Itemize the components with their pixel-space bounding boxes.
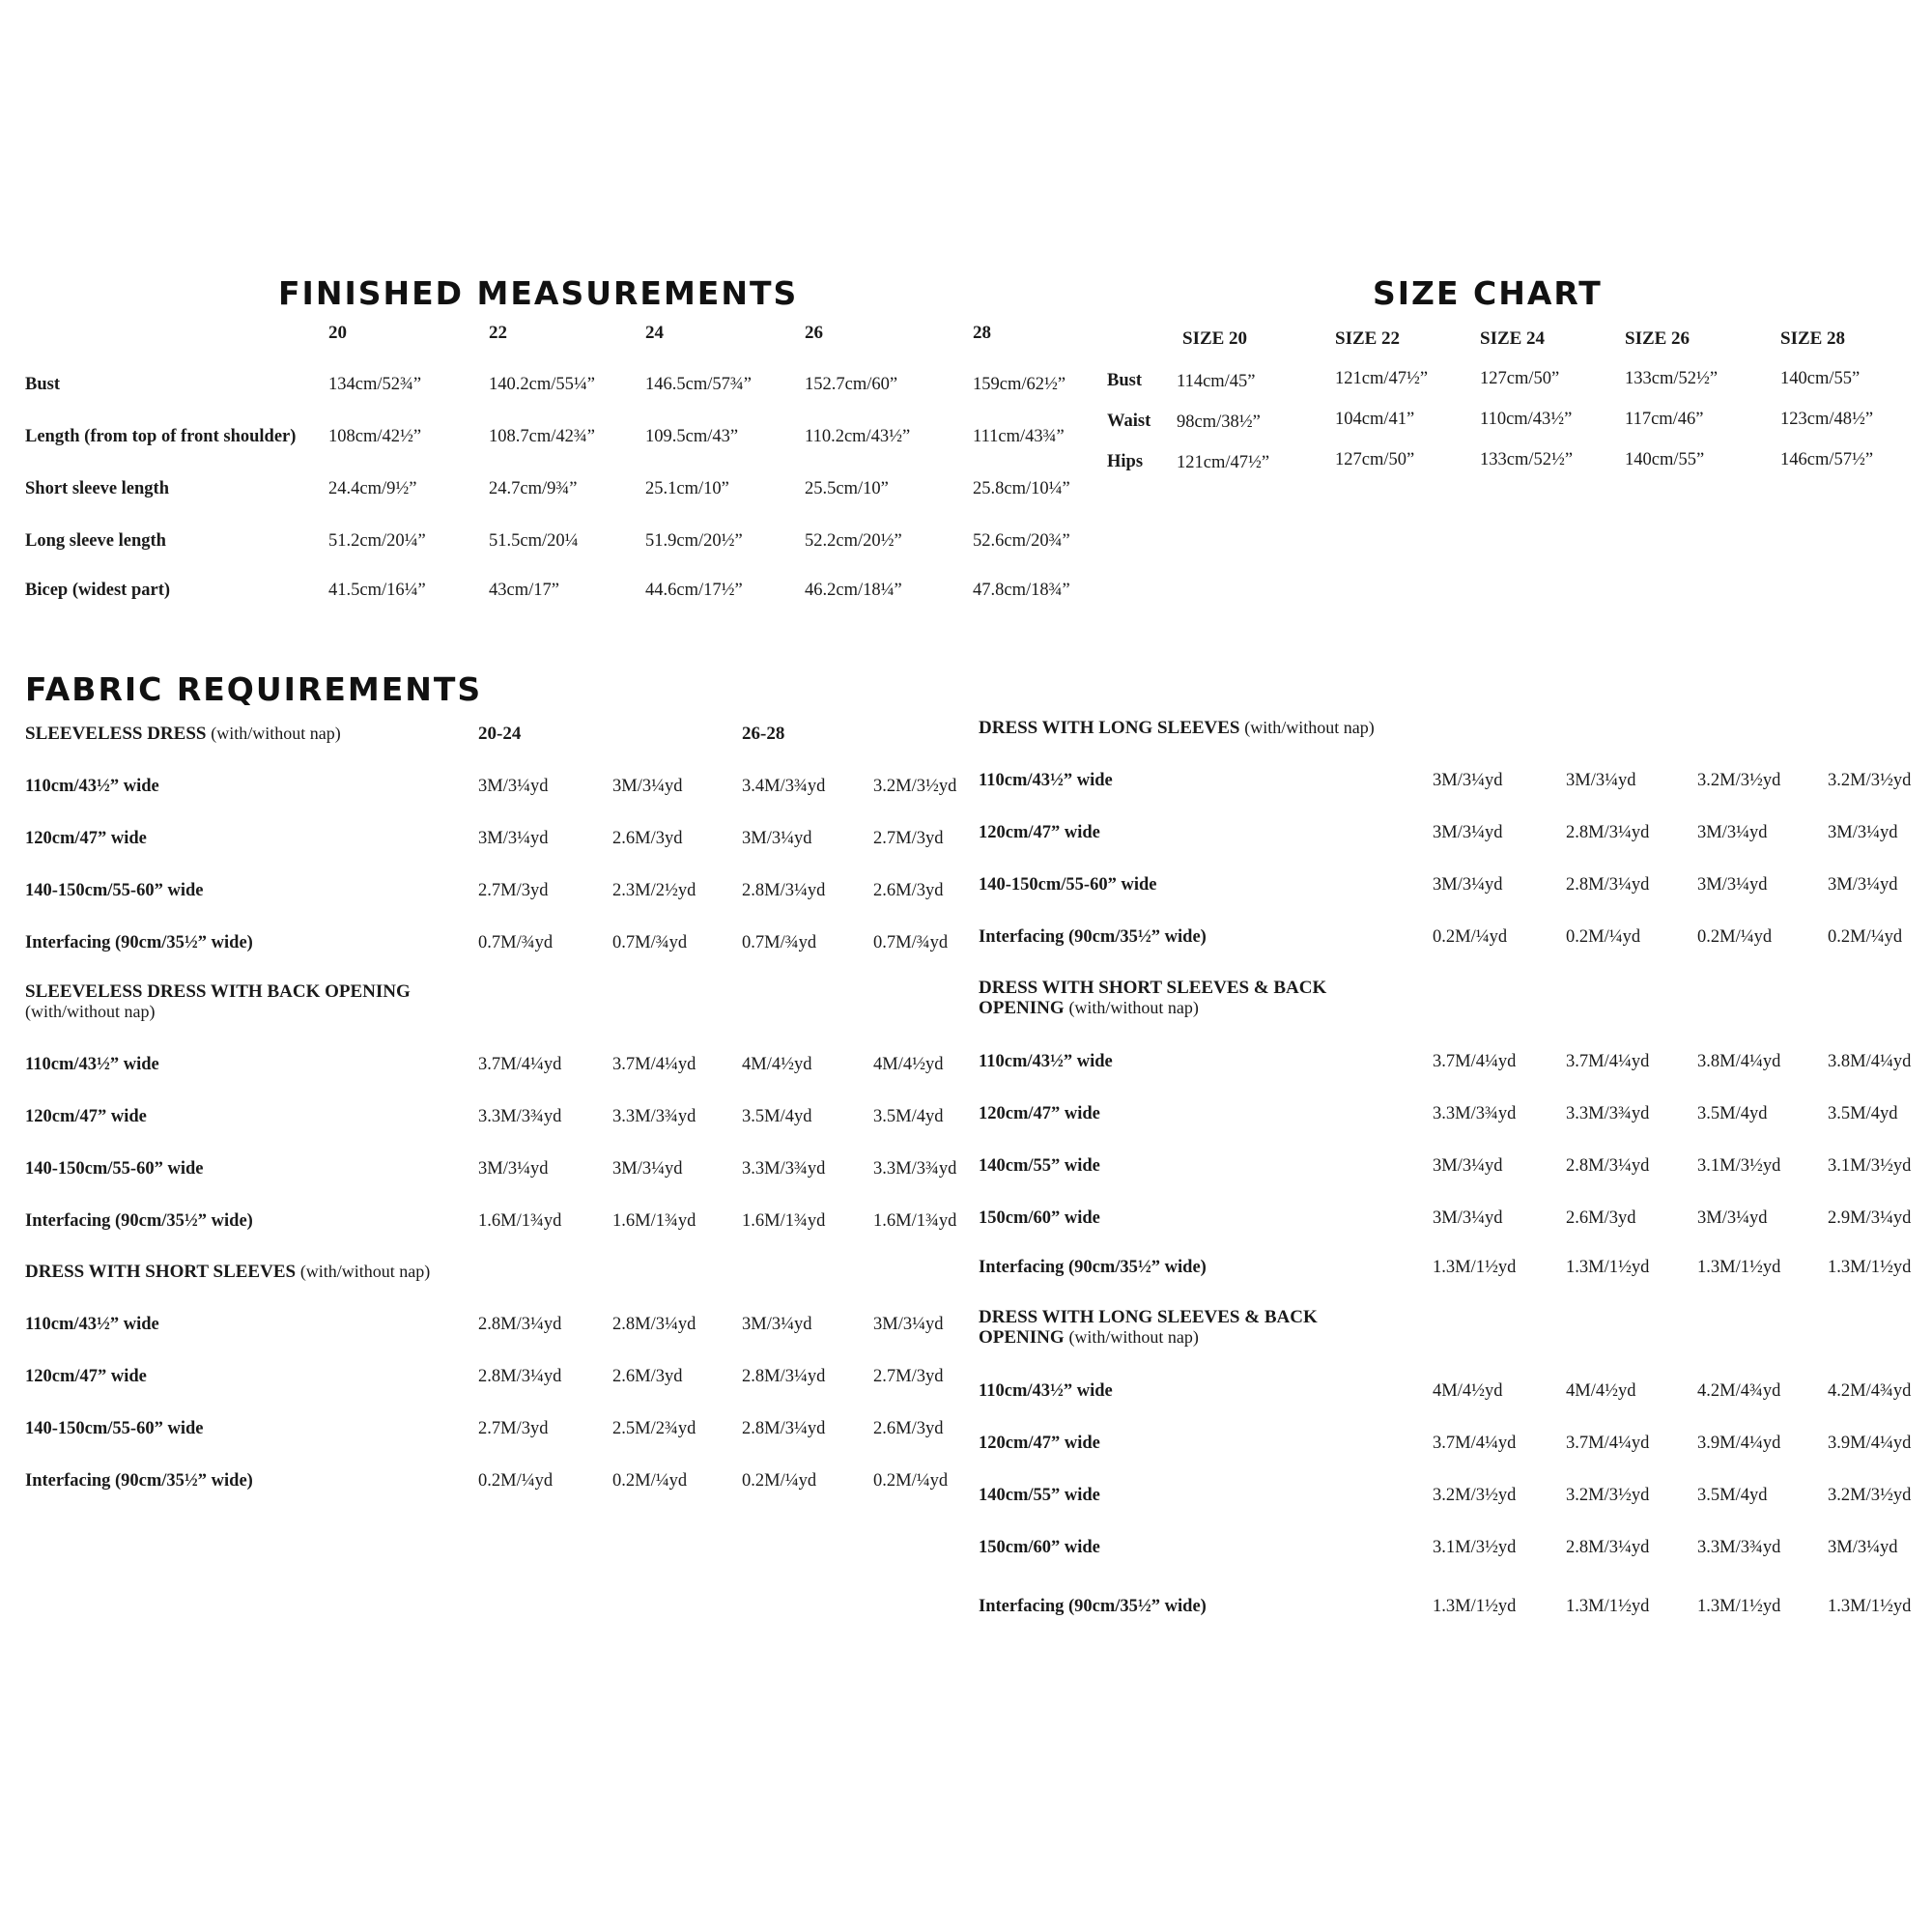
fabric-row-label: 140-150cm/55-60” wide	[25, 881, 204, 900]
section-name: SLEEVELESS DRESS	[25, 724, 207, 744]
fabric-value: 2.8M/3¼yd	[742, 881, 826, 900]
fabric-row-label: Interfacing (90cm/35½” wide)	[25, 933, 253, 952]
fabric-row-label: 120cm/47” wide	[979, 823, 1100, 842]
fabric-row-label: 150cm/60” wide	[979, 1538, 1100, 1557]
fabric-value: 3M/3¼yd	[873, 1315, 944, 1334]
fabric-value: 2.8M/3¼yd	[612, 1315, 696, 1334]
fabric-value: 0.7M/¾yd	[478, 933, 554, 952]
section-name: DRESS WITH SHORT SLEEVES	[25, 1262, 297, 1282]
fabric-value: 0.7M/¾yd	[742, 933, 817, 952]
fabric-value: 3.8M/4¼yd	[1697, 1052, 1781, 1071]
fabric-value: 2.7M/3yd	[478, 1419, 549, 1438]
fabric-value: 2.6M/3yd	[612, 829, 683, 848]
section-name-line2: OPENING	[979, 998, 1065, 1018]
fabric-value: 2.8M/3¼yd	[1566, 1538, 1650, 1557]
section-note: (with/without nap)	[25, 1002, 156, 1021]
fabric-value: 0.7M/¾yd	[873, 933, 949, 952]
sc-size-header: SIZE 26	[1625, 328, 1690, 349]
fm-value: 24.7cm/9¾”	[489, 479, 578, 498]
sc-value: 140cm/55”	[1780, 369, 1861, 388]
sc-value: 127cm/50”	[1335, 450, 1415, 469]
fabric-value: 4M/4½yd	[1566, 1381, 1636, 1401]
fabric-value: 3M/3¼yd	[1828, 823, 1898, 842]
fabric-value: 1.6M/1¾yd	[873, 1211, 957, 1231]
fabric-value: 3.7M/4¼yd	[1566, 1052, 1650, 1071]
fabric-value: 2.5M/2¾yd	[612, 1419, 696, 1438]
fabric-value: 2.8M/3¼yd	[742, 1419, 826, 1438]
fabric-value: 3M/3¼yd	[1828, 875, 1898, 895]
fabric-value: 3.9M/4¼yd	[1828, 1434, 1912, 1453]
section-note: (with/without nap)	[1244, 718, 1375, 737]
fabric-value: 2.9M/3¼yd	[1828, 1208, 1912, 1228]
fabric-row-label: 110cm/43½” wide	[979, 1381, 1113, 1401]
fabric-value: 1.3M/1½yd	[1566, 1258, 1650, 1277]
fabric-value: 3.1M/3½yd	[1828, 1156, 1912, 1176]
fabric-value: 3.9M/4¼yd	[1697, 1434, 1781, 1453]
fabric-value: 2.7M/3yd	[478, 881, 549, 900]
fm-value: 43cm/17”	[489, 581, 559, 600]
fm-value: 110.2cm/43½”	[805, 427, 911, 446]
fabric-section-title	[979, 1307, 1318, 1348]
fabric-row-label: 110cm/43½” wide	[979, 771, 1113, 790]
fm-row-label: Bust	[25, 375, 60, 394]
fabric-value: 3M/3¼yd	[612, 1159, 683, 1179]
fabric-value: 2.6M/3yd	[1566, 1208, 1636, 1228]
fm-value: 51.9cm/20½”	[645, 531, 743, 551]
fm-row-label: Length (from top of front shoulder)	[25, 427, 297, 446]
fabric-value: 3.2M/3½yd	[1566, 1486, 1650, 1505]
fabric-row-label: 120cm/47” wide	[25, 1367, 147, 1386]
fm-value: 108.7cm/42¾”	[489, 427, 595, 446]
fabric-value: 3M/3¼yd	[612, 777, 683, 796]
sc-value: 140cm/55”	[1625, 450, 1705, 469]
fabric-value: 0.2M/¼yd	[742, 1471, 817, 1491]
fabric-value: 3.2M/3½yd	[1697, 771, 1781, 790]
fm-value: 25.8cm/10¼”	[973, 479, 1070, 498]
sc-size-header: SIZE 20	[1182, 328, 1248, 349]
fabric-value: 2.8M/3¼yd	[478, 1315, 562, 1334]
fabric-value: 3M/3¼yd	[1566, 771, 1636, 790]
fabric-value: 3.7M/4¼yd	[1566, 1434, 1650, 1453]
fabric-row-label: 120cm/47” wide	[25, 1107, 147, 1126]
sc-size-header: SIZE 24	[1480, 328, 1546, 349]
fabric-row-label: 120cm/47” wide	[25, 829, 147, 848]
fm-value: 46.2cm/18¼”	[805, 581, 902, 600]
sc-value: 123cm/48½”	[1780, 410, 1874, 429]
fabric-value: 3M/3¼yd	[1433, 875, 1503, 895]
fabric-section-title	[25, 1262, 430, 1282]
sc-value: 133cm/52½”	[1625, 369, 1719, 388]
fm-size-header: 20	[328, 323, 347, 343]
sc-value: 133cm/52½”	[1480, 450, 1574, 469]
fabric-row-label: 110cm/43½” wide	[25, 1055, 159, 1074]
fabric-requirements-title: FABRIC REQUIREMENTS	[25, 670, 483, 708]
sc-value: 110cm/43½”	[1480, 410, 1573, 429]
sc-value: 98cm/38½”	[1177, 412, 1261, 432]
fabric-value: 1.3M/1½yd	[1433, 1258, 1517, 1277]
fabric-value: 2.8M/3¼yd	[1566, 1156, 1650, 1176]
fm-size-header: 24	[645, 323, 664, 343]
fabric-value: 2.7M/3yd	[873, 1367, 944, 1386]
fm-value: 44.6cm/17½”	[645, 581, 743, 600]
fabric-value: 3.5M/4yd	[1828, 1104, 1898, 1123]
section-name: DRESS WITH LONG SLEEVES & BACK	[979, 1307, 1318, 1327]
fm-value: 159cm/62½”	[973, 375, 1066, 394]
finished-measurements-title: FINISHED MEASUREMENTS	[278, 274, 799, 312]
fabric-value: 3.5M/4yd	[1697, 1486, 1768, 1505]
fm-value: 51.2cm/20¼”	[328, 531, 426, 551]
fabric-value: 2.8M/3¼yd	[1566, 875, 1650, 895]
fm-row-label: Short sleeve length	[25, 479, 170, 498]
fm-value: 146.5cm/57¾”	[645, 375, 752, 394]
fabric-value: 3.3M/3¾yd	[612, 1107, 696, 1126]
fabric-value: 4.2M/4¾yd	[1697, 1381, 1781, 1401]
fm-value: 52.2cm/20½”	[805, 531, 902, 551]
fabric-value: 2.7M/3yd	[873, 829, 944, 848]
fabric-value: 3.3M/3¾yd	[1566, 1104, 1650, 1123]
fabric-value: 3M/3¼yd	[478, 1159, 549, 1179]
section-name-line2: OPENING	[979, 1327, 1065, 1348]
fabric-value: 3.2M/3½yd	[873, 777, 957, 796]
fabric-value: 4M/4½yd	[1433, 1381, 1503, 1401]
fabric-value: 4.2M/4¾yd	[1828, 1381, 1912, 1401]
fabric-value: 1.3M/1½yd	[1433, 1597, 1517, 1616]
fabric-value: 3.7M/4¼yd	[1433, 1052, 1517, 1071]
fm-value: 52.6cm/20¾”	[973, 531, 1070, 551]
fabric-value: 3.3M/3¾yd	[1433, 1104, 1517, 1123]
fabric-value: 1.3M/1½yd	[1697, 1597, 1781, 1616]
fabric-value: 3.2M/3½yd	[1433, 1486, 1517, 1505]
fabric-value: 1.6M/1¾yd	[742, 1211, 826, 1231]
fabric-value: 1.6M/1¾yd	[612, 1211, 696, 1231]
fabric-value: 3.1M/3½yd	[1433, 1538, 1517, 1557]
fabric-row-label: 110cm/43½” wide	[979, 1052, 1113, 1071]
fabric-value: 3M/3¼yd	[1433, 1208, 1503, 1228]
sc-value: 104cm/41”	[1335, 410, 1415, 429]
fabric-value: 3.7M/4¼yd	[478, 1055, 562, 1074]
fabric-value: 4M/4½yd	[873, 1055, 944, 1074]
fabric-value: 0.2M/¼yd	[478, 1471, 554, 1491]
fabric-section-title	[979, 718, 1375, 738]
fabric-value: 3.5M/4yd	[873, 1107, 944, 1126]
fm-size-header: 28	[973, 323, 991, 343]
fabric-value: 2.8M/3¼yd	[742, 1367, 826, 1386]
fabric-value: 3M/3¼yd	[742, 1315, 812, 1334]
fabric-row-label: 140cm/55” wide	[979, 1486, 1100, 1505]
sc-size-header: SIZE 22	[1335, 328, 1401, 349]
fabric-value: 0.2M/¼yd	[1566, 927, 1641, 947]
fabric-value: 3M/3¼yd	[478, 829, 549, 848]
fabric-value: 3M/3¼yd	[1697, 1208, 1768, 1228]
fabric-value: 1.3M/1½yd	[1828, 1258, 1912, 1277]
fabric-value: 3.3M/3¾yd	[1697, 1538, 1781, 1557]
section-note: (with/without nap)	[211, 724, 341, 743]
fabric-value: 4M/4½yd	[742, 1055, 812, 1074]
fabric-value: 3.3M/3¾yd	[873, 1159, 957, 1179]
fabric-row-label: Interfacing (90cm/35½” wide)	[25, 1211, 253, 1231]
fabric-value: 3.3M/3¾yd	[478, 1107, 562, 1126]
fabric-value: 0.2M/¼yd	[1697, 927, 1773, 947]
sc-value: 146cm/57½”	[1780, 450, 1874, 469]
fm-row-label: Long sleeve length	[25, 531, 166, 551]
fabric-row-label: 120cm/47” wide	[979, 1104, 1100, 1123]
section-note: (with/without nap)	[1068, 1327, 1199, 1347]
fabric-value: 0.2M/¼yd	[1433, 927, 1508, 947]
sc-size-header: SIZE 28	[1780, 328, 1846, 349]
fabric-value: 0.2M/¼yd	[873, 1471, 949, 1491]
fm-value: 109.5cm/43”	[645, 427, 739, 446]
fm-value: 25.5cm/10”	[805, 479, 889, 498]
fabric-value: 0.2M/¼yd	[1828, 927, 1903, 947]
fabric-value: 2.6M/3yd	[873, 1419, 944, 1438]
size-group-header: 20-24	[478, 724, 522, 744]
sc-row-label: Hips	[1107, 452, 1144, 471]
sc-value: 121cm/47½”	[1177, 453, 1270, 472]
fabric-value: 2.6M/3yd	[873, 881, 944, 900]
fabric-row-label: 110cm/43½” wide	[25, 1315, 159, 1334]
sc-value: 114cm/45”	[1177, 372, 1256, 391]
fabric-value: 1.3M/1½yd	[1566, 1597, 1650, 1616]
fabric-value: 0.7M/¾yd	[612, 933, 688, 952]
fabric-value: 3.4M/3¾yd	[742, 777, 826, 796]
fm-value: 24.4cm/9½”	[328, 479, 417, 498]
section-note: (with/without nap)	[299, 1262, 431, 1281]
fm-value: 41.5cm/16¼”	[328, 581, 426, 600]
sc-value: 127cm/50”	[1480, 369, 1560, 388]
fabric-value: 3M/3¼yd	[742, 829, 812, 848]
fm-value: 108cm/42½”	[328, 427, 422, 446]
fabric-value: 3M/3¼yd	[1828, 1538, 1898, 1557]
fabric-value: 1.3M/1½yd	[1828, 1597, 1912, 1616]
fabric-value: 3.7M/4¼yd	[1433, 1434, 1517, 1453]
fabric-value: 3M/3¼yd	[1697, 823, 1768, 842]
fabric-row-label: Interfacing (90cm/35½” wide)	[25, 1471, 253, 1491]
fabric-value: 3.2M/3½yd	[1828, 1486, 1912, 1505]
fabric-value: 3M/3¼yd	[1433, 1156, 1503, 1176]
sc-value: 121cm/47½”	[1335, 369, 1429, 388]
fabric-row-label: Interfacing (90cm/35½” wide)	[979, 927, 1207, 947]
fabric-value: 3.7M/4¼yd	[612, 1055, 696, 1074]
fabric-row-label: 140-150cm/55-60” wide	[979, 875, 1157, 895]
fabric-value: 2.3M/2½yd	[612, 881, 696, 900]
fm-size-header: 26	[805, 323, 823, 343]
fm-value: 111cm/43¾”	[973, 427, 1065, 446]
fm-value: 25.1cm/10”	[645, 479, 729, 498]
fabric-row-label: 140-150cm/55-60” wide	[25, 1419, 204, 1438]
sc-row-label: Bust	[1107, 371, 1142, 390]
fm-value: 152.7cm/60”	[805, 375, 898, 394]
fm-value: 47.8cm/18¾”	[973, 581, 1070, 600]
fabric-value: 3M/3¼yd	[1697, 875, 1768, 895]
fabric-section-title	[25, 724, 341, 744]
fabric-value: 3.5M/4yd	[1697, 1104, 1768, 1123]
fabric-value: 0.2M/¼yd	[612, 1471, 688, 1491]
fabric-value: 2.8M/3¼yd	[1566, 823, 1650, 842]
fabric-value: 3.3M/3¾yd	[742, 1159, 826, 1179]
fabric-section-title	[979, 978, 1326, 1018]
fabric-row-label: 140-150cm/55-60” wide	[25, 1159, 204, 1179]
fm-size-header: 22	[489, 323, 507, 343]
fabric-value: 3.1M/3½yd	[1697, 1156, 1781, 1176]
fabric-value: 3M/3¼yd	[1433, 823, 1503, 842]
fm-value: 134cm/52¾”	[328, 375, 422, 394]
fabric-value: 1.3M/1½yd	[1697, 1258, 1781, 1277]
fabric-value: 1.6M/1¾yd	[478, 1211, 562, 1231]
fabric-row-label: 140cm/55” wide	[979, 1156, 1100, 1176]
section-name: SLEEVELESS DRESS WITH BACK OPENING	[25, 981, 411, 1002]
fm-value: 51.5cm/20¼	[489, 531, 579, 551]
fabric-row-label: 150cm/60” wide	[979, 1208, 1100, 1228]
section-name: DRESS WITH LONG SLEEVES	[979, 718, 1240, 738]
size-chart-title: SIZE CHART	[1373, 274, 1603, 312]
fabric-row-label: 110cm/43½” wide	[25, 777, 159, 796]
fabric-value: 3.2M/3½yd	[1828, 771, 1912, 790]
sc-value: 117cm/46”	[1625, 410, 1704, 429]
fabric-value: 2.8M/3¼yd	[478, 1367, 562, 1386]
fabric-row-label: Interfacing (90cm/35½” wide)	[979, 1258, 1207, 1277]
fabric-value: 3M/3¼yd	[1433, 771, 1503, 790]
fabric-section-title	[25, 981, 411, 1022]
section-name: DRESS WITH SHORT SLEEVES & BACK	[979, 978, 1327, 998]
fabric-row-label: 120cm/47” wide	[979, 1434, 1100, 1453]
section-note: (with/without nap)	[1068, 998, 1199, 1017]
sc-row-label: Waist	[1107, 412, 1151, 431]
fm-row-label: Bicep (widest part)	[25, 581, 171, 600]
size-group-header: 26-28	[742, 724, 785, 744]
fabric-value: 3.5M/4yd	[742, 1107, 812, 1126]
fabric-value: 2.6M/3yd	[612, 1367, 683, 1386]
fabric-value: 3M/3¼yd	[478, 777, 549, 796]
fm-value: 140.2cm/55¼”	[489, 375, 595, 394]
fabric-value: 3.8M/4¼yd	[1828, 1052, 1912, 1071]
fabric-row-label: Interfacing (90cm/35½” wide)	[979, 1597, 1207, 1616]
